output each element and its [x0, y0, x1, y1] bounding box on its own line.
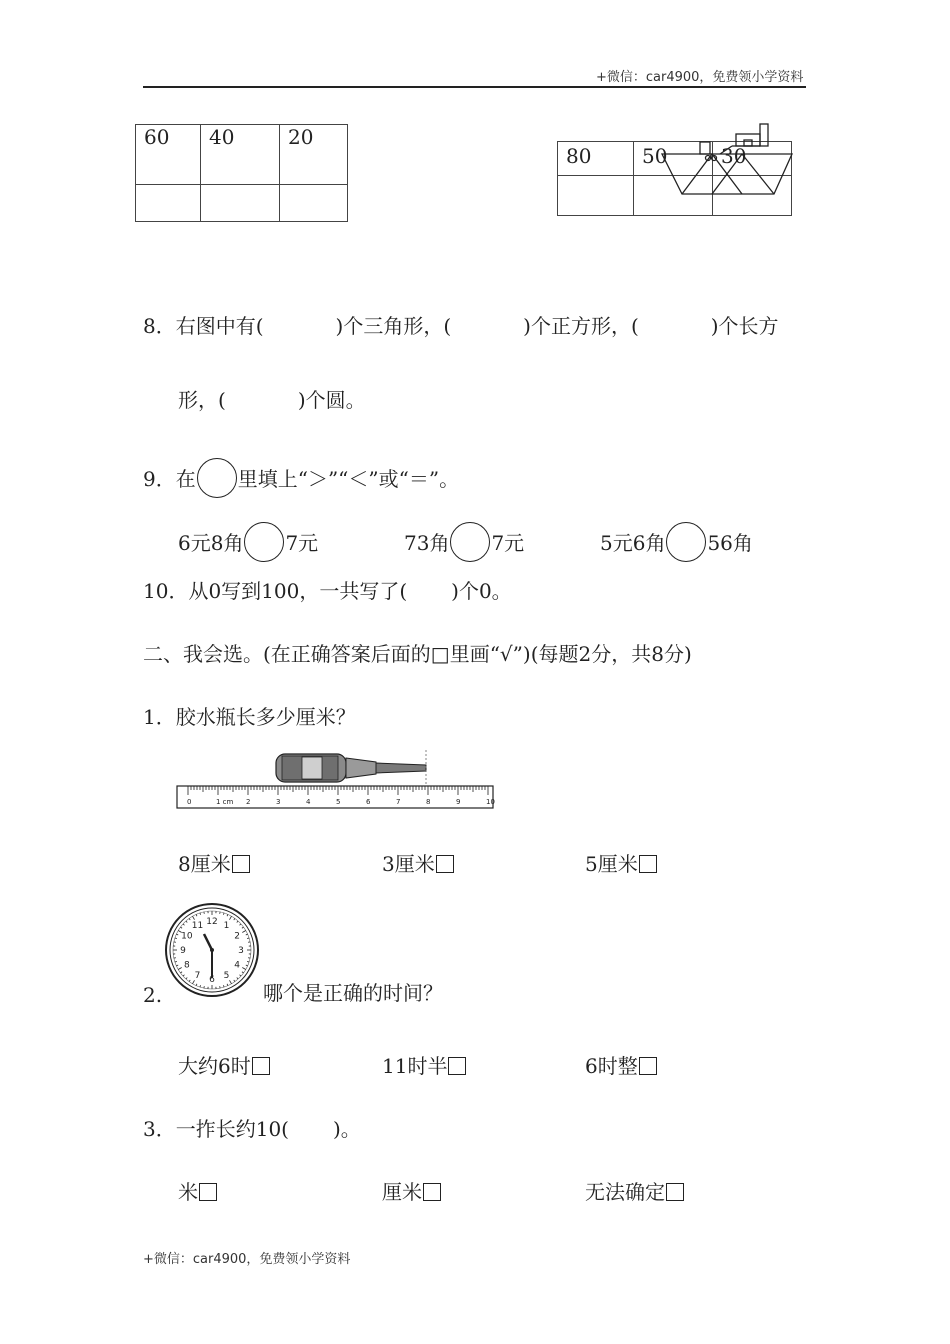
answer-cell[interactable]	[558, 176, 634, 216]
compare-circle[interactable]	[244, 522, 284, 562]
s2q1-option-2: 3厘米	[382, 852, 454, 876]
table-cell: 20	[280, 125, 348, 185]
footer-text: +微信：car4900，免费领小学资料	[143, 1252, 351, 1267]
s2q2-option-1: 大约6时	[178, 1054, 270, 1078]
checkbox[interactable]	[252, 1057, 270, 1075]
checkbox[interactable]	[639, 855, 657, 873]
clock-number: 5	[223, 971, 230, 982]
answer-cell[interactable]	[136, 185, 201, 222]
glue-bottle-icon	[276, 750, 426, 788]
question-9-item-3: 5元6角 56角	[600, 522, 753, 562]
ruler-label: 10	[486, 798, 495, 806]
s2q3-option-3: 无法确定	[585, 1180, 684, 1204]
ruler	[177, 786, 495, 808]
compare-circle[interactable]	[666, 522, 706, 562]
s2-question-2: 哪个是正确的时间？	[263, 981, 443, 1005]
ruler-label: 1 cm	[216, 798, 234, 806]
question-8-line-2: 形，( )个圆。	[178, 388, 366, 412]
ship-cabin-square	[744, 140, 752, 146]
clock-number: 9	[180, 946, 186, 956]
ruler-label: 8	[426, 798, 431, 806]
clock-number: 1	[223, 920, 230, 931]
table-cell: 40	[201, 125, 280, 185]
table-cell: 30	[713, 142, 792, 176]
ruler-label: 9	[456, 798, 461, 806]
ruler-label: 6	[366, 798, 371, 806]
ruler-label: 0	[187, 798, 192, 806]
question-9: 9．在 里填上“＞”“＜”或“＝”。	[143, 458, 459, 498]
table-cell: 80	[558, 142, 634, 176]
ship-chimney	[760, 124, 768, 146]
s2q2-option-3: 6时整	[585, 1054, 657, 1078]
s2-question-3: 3．一拃长约10( )。	[143, 1117, 361, 1141]
question-9-item-2: 73角 7元	[404, 522, 524, 562]
s2q3-option-1: 米	[178, 1180, 217, 1204]
clock-number: 3	[238, 946, 244, 956]
s2-question-2-number: 2.	[143, 983, 163, 1007]
checkbox[interactable]	[232, 855, 250, 873]
s2-question-1: 1．胶水瓶长多少厘米？	[143, 705, 356, 729]
question-8-line-1: 8．右图中有( )个三角形，( )个正方形，( )个长方	[143, 314, 779, 338]
answer-cell[interactable]	[280, 185, 348, 222]
ruler-label: 4	[306, 798, 311, 806]
compare-circle[interactable]	[450, 522, 490, 562]
ruler-label: 2	[246, 798, 251, 806]
s2q1-option-3: 5厘米	[585, 852, 657, 876]
clock-number: 6	[209, 975, 215, 985]
ship-flag-rect	[700, 142, 710, 154]
ruler-label: 3	[276, 798, 281, 806]
section-2-title: 二、我会选。(在正确答案后面的□里画“√”)(每题2分，共8分)	[143, 642, 692, 666]
answer-cell[interactable]	[201, 185, 280, 222]
clock-number: 11	[191, 920, 204, 931]
ship-triangle-right	[712, 154, 774, 194]
checkbox[interactable]	[666, 1183, 684, 1201]
checkbox[interactable]	[199, 1183, 217, 1201]
s2q3-option-2: 厘米	[382, 1180, 441, 1204]
checkbox[interactable]	[448, 1057, 466, 1075]
s2q2-option-2: 11时半	[382, 1054, 466, 1078]
clock-number: 7	[194, 971, 201, 982]
clock-number: 10	[181, 931, 193, 942]
header-rule	[143, 86, 806, 88]
clock-number: 8	[184, 960, 190, 971]
checkbox[interactable]	[639, 1057, 657, 1075]
checkbox[interactable]	[423, 1183, 441, 1201]
number-table-left	[135, 124, 348, 222]
clock-number: 12	[206, 917, 218, 927]
ruler-label: 7	[396, 798, 401, 806]
s2q1-option-1: 8厘米	[178, 852, 250, 876]
table-cell: 60	[136, 125, 201, 185]
question-10: 10．从0写到100，一共写了( )个0。	[143, 579, 512, 603]
question-9-item-1: 6元8角 7元	[178, 522, 318, 562]
clock-number: 4	[234, 960, 240, 971]
ship-figure	[660, 120, 795, 196]
header-text: +微信：car4900，免费领小学资料	[596, 70, 804, 85]
checkbox[interactable]	[436, 855, 454, 873]
clock-number: 2	[234, 931, 240, 942]
ruler-bottle-figure	[176, 748, 496, 812]
ruler-label: 5	[336, 798, 341, 806]
compare-circle[interactable]	[197, 458, 237, 498]
table-cell: 50	[634, 142, 713, 176]
clock-icon	[164, 902, 260, 998]
